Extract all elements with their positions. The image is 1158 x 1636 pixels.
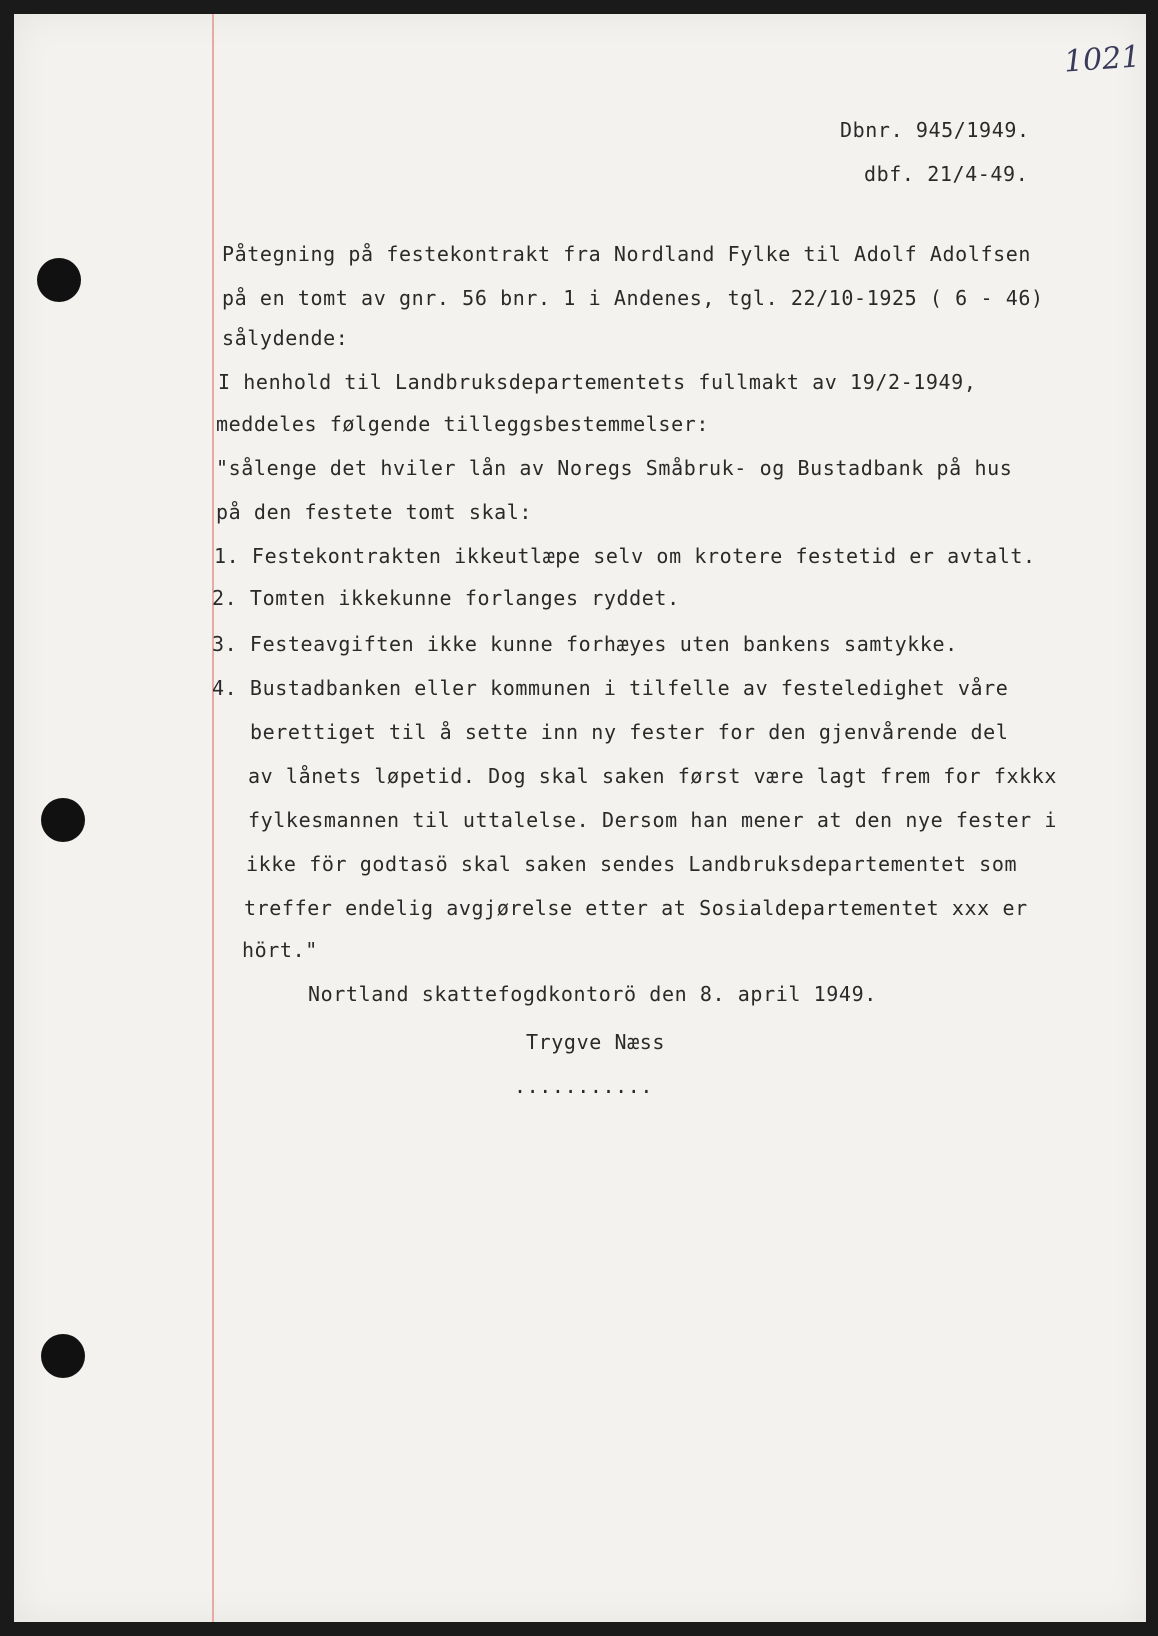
punch-hole bbox=[37, 258, 81, 302]
item4-line-2: av lånets løpetid. Dog skal saken først være lagt frem for fxkkx bbox=[248, 764, 1058, 788]
list-item: 4. Bustadbanken eller kommunen i tilfelle av festeledighet våre bbox=[212, 676, 1009, 700]
item4-line-6: hört." bbox=[242, 938, 318, 962]
para-line-2: meddeles følgende tilleggsbestemmelser: bbox=[216, 412, 709, 436]
place-date-line: Nortland skattefogdkontorö den 8. april 1949. bbox=[308, 982, 877, 1006]
list-item: 1. Festekontrakten ikkeutlæpe selv om krotere festetid er avtalt. bbox=[214, 544, 1036, 568]
intro-line-3: sålydende: bbox=[222, 326, 349, 350]
list-item: 3. Festeavgiften ikke kunne forhæyes uten bankens samtykke. bbox=[212, 632, 958, 656]
punch-hole bbox=[41, 1334, 85, 1378]
para-line-4: på den festete tomt skal: bbox=[216, 500, 533, 524]
intro-line-1: Påtegning på festekontrakt fra Nordland Fylke til Adolf Adolfsen bbox=[222, 242, 1032, 266]
margin-line bbox=[212, 14, 214, 1622]
item4-line-1: berettiget til å sette inn ny fester for den gjenvårende del bbox=[250, 720, 1009, 744]
punch-hole bbox=[41, 798, 85, 842]
intro-line-2: på en tomt av gnr. 56 bnr. 1 i Andenes, tgl. 22/10-1925 ( 6 - 46) bbox=[222, 286, 1044, 310]
item4-line-3: fylkesmannen til uttalelse. Dersom han mener at den nye fester i bbox=[248, 808, 1058, 832]
para-line-3: "sålenge det hviler lån av Noregs Småbruk- og Bustadbank på hus bbox=[216, 456, 1013, 480]
dbf-line: dbf. 21/4-49. bbox=[864, 162, 1029, 186]
document-page bbox=[14, 14, 1146, 1622]
list-item: 2. Tomten ikkekunne forlanges ryddet. bbox=[212, 586, 680, 610]
signature-name: Trygve Næss bbox=[526, 1030, 666, 1054]
item4-line-4: ikke för godtasö skal saken sendes Landbruksdepartementet som bbox=[246, 852, 1018, 876]
item4-line-5: treffer endelig avgjørelse etter at Sosialdepartementet xxx er bbox=[244, 896, 1028, 920]
para-line-1: I henhold til Landbruksdepartementets fullmakt av 19/2-1949, bbox=[218, 370, 977, 394]
page-number: 1021 bbox=[1062, 39, 1142, 80]
signature-dots: ........... bbox=[514, 1074, 654, 1098]
dbnr-line: Dbnr. 945/1949. bbox=[840, 118, 1030, 142]
